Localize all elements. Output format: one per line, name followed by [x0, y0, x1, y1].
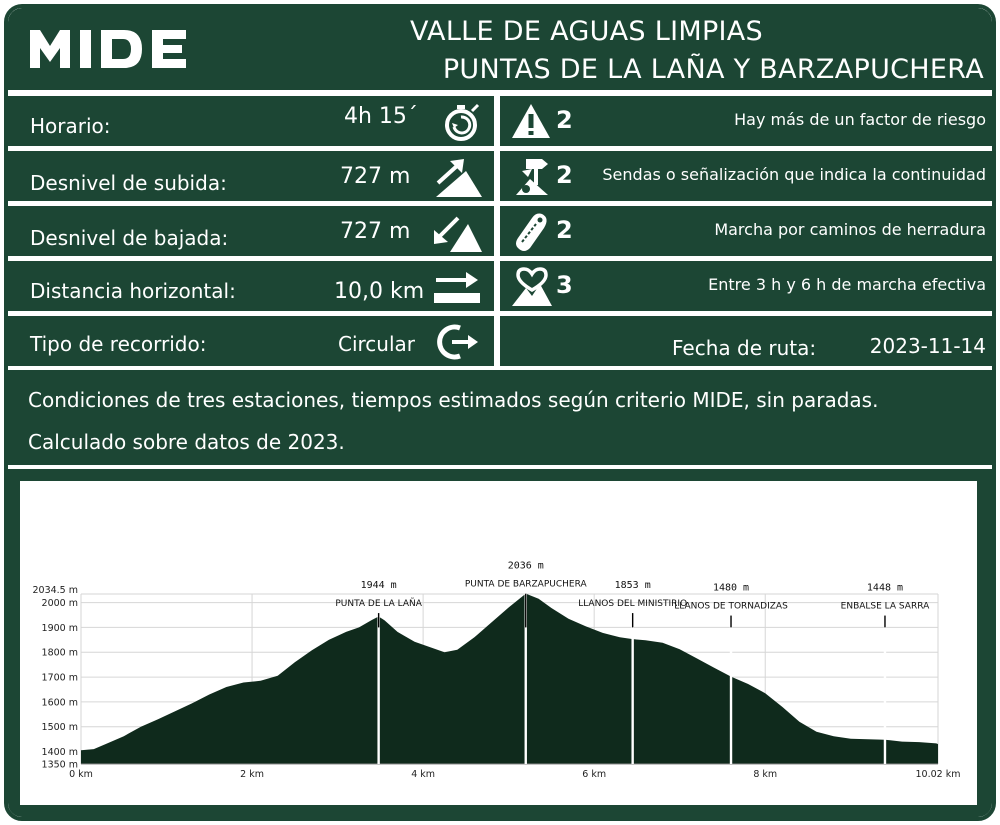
stopwatch-icon	[442, 102, 482, 142]
y-tick-label: 2000 m	[41, 598, 78, 610]
row-fecha	[500, 316, 992, 366]
rating-itinerario	[500, 151, 992, 201]
y-tick-label: 1800 m	[41, 647, 78, 659]
x-tick-label: 2 km	[240, 769, 264, 780]
waypoint-elevation-label: 1448 m	[866, 582, 904, 594]
rating-desplazamiento-score: 2	[556, 216, 573, 244]
horario-label: Horario:	[30, 114, 111, 138]
desnivel-subida-value: 727 m	[340, 164, 411, 189]
tipo-recorrido-value: Circular	[338, 332, 416, 356]
waypoint-elevation-label: 1480 m	[712, 582, 750, 594]
waypoint-elevation-label: 2036 m	[507, 560, 544, 572]
y-tick-label: 2034.5 m	[32, 585, 78, 596]
elevation-profile-area	[20, 481, 977, 805]
rating-desplazamiento	[500, 206, 992, 256]
waypoint-name-label: LLANOS DE TORNADIZAS	[674, 601, 788, 612]
row-desnivel-subida	[8, 151, 494, 201]
rating-medio-score: 2	[556, 106, 573, 134]
waypoint-name-label: ENBALSE LA SARRA	[840, 601, 930, 612]
tipo-recorrido-label: Tipo de recorrido:	[30, 332, 207, 356]
y-tick-label: 1700 m	[41, 672, 78, 684]
rating-medio-description: Hay más de un factor de riesgo	[734, 110, 986, 129]
elevation-profile-frame	[8, 469, 992, 821]
fecha-label: Fecha de ruta:	[672, 336, 817, 360]
x-tick-label: 6 km	[582, 769, 607, 780]
elevation-profile-area-fill	[81, 594, 938, 764]
distance-icon	[432, 269, 482, 307]
waypoint-elevation-label: 1944 m	[360, 580, 397, 592]
waypoint-name-label: PUNTA DE LA LAÑA	[335, 599, 422, 610]
distancia-value: 10,0 km	[334, 279, 425, 304]
row-distancia	[8, 261, 494, 311]
waypoint-elevation-label: 1853 m	[614, 580, 651, 592]
note-line2: Calculado sobre datos de 2023.	[28, 430, 345, 454]
ascent-icon	[432, 157, 484, 199]
row-desnivel-bajada	[8, 206, 494, 256]
header-bar	[8, 8, 992, 90]
desnivel-bajada-label: Desnivel de bajada:	[30, 226, 229, 250]
mide-route-card	[4, 4, 996, 821]
row-tipo-recorrido	[8, 316, 494, 366]
notes-panel	[8, 370, 992, 465]
rating-esfuerzo-description: Entre 3 h y 6 h de marcha efectiva	[708, 275, 986, 294]
y-tick-label: 1350 m	[41, 759, 78, 771]
route-title-line1: VALLE DE AGUAS LIMPIAS	[410, 16, 763, 47]
waypoint-name-label: PUNTA DE BARZAPUCHERA	[464, 579, 587, 590]
mide-logo	[28, 26, 198, 70]
desnivel-subida-label: Desnivel de subida:	[30, 171, 227, 195]
x-tick-label: 10.02 km	[915, 769, 961, 780]
y-tick-label: 1500 m	[41, 722, 78, 734]
desnivel-bajada-value: 727 m	[340, 219, 411, 244]
note-line1: Condiciones de tres estaciones, tiempos estimados según criterio MIDE, sin paradas.	[28, 388, 879, 412]
y-tick-label: 1600 m	[41, 697, 78, 709]
rating-itinerario-description: Sendas o señalización que indica la continuidad	[602, 165, 986, 184]
rating-esfuerzo-score: 3	[556, 271, 573, 299]
signpost-icon	[512, 155, 552, 197]
descent-icon	[432, 212, 484, 254]
rating-medio	[500, 96, 992, 146]
y-tick-label: 1400 m	[41, 747, 78, 759]
horario-value: 4h 15´	[344, 104, 418, 129]
circular-route-icon	[434, 322, 480, 362]
footprint-icon	[512, 210, 552, 254]
fecha-value: 2023-11-14	[869, 334, 986, 358]
elevation-profile-chart	[20, 481, 977, 805]
rating-esfuerzo	[500, 261, 992, 311]
waypoint-name-label: LLANOS DEL MINISTIRIO	[578, 599, 688, 610]
rating-itinerario-score: 2	[556, 161, 573, 189]
route-title-line2: PUNTAS DE LA LAÑA Y BARZAPUCHERA	[442, 54, 984, 85]
x-tick-label: 8 km	[753, 769, 778, 780]
effort-heart-icon	[510, 266, 554, 308]
row-horario	[8, 96, 494, 146]
rating-desplazamiento-description: Marcha por caminos de herradura	[714, 220, 986, 239]
y-tick-label: 1900 m	[41, 622, 78, 634]
warning-icon	[510, 102, 552, 140]
x-tick-label: 0 km	[69, 769, 93, 780]
x-tick-label: 4 km	[411, 769, 436, 780]
distancia-label: Distancia horizontal:	[30, 279, 236, 303]
